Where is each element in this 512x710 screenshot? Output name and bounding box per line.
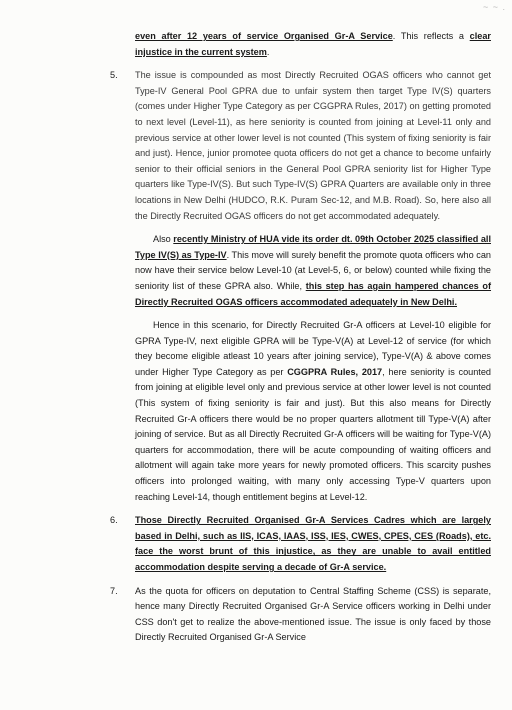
emphasis-text: recently Ministry of HUA vide its order dt. 09th October 2025 classified all Type IV(S) as Type-IV xyxy=(135,234,491,260)
emphasis-text: this step has again hampered chances of Directly Recruited OGAS officers accommodated adequately in New Delhi. xyxy=(135,280,492,307)
emphasis-text: clear injustice in the current system xyxy=(135,31,491,57)
item-text: Those Directly Recruited Organised Gr-A Services Cadres which are largely based in Delhi, such as IIS, ICAS, IAAS, ISS, IES, CWES, CPES, CES (Roads), etc. face the worst brunt of this injustice, as they are unable to avail entitled accommodation despite serving a decade of Gr-A service. xyxy=(135,515,491,572)
document-body xyxy=(110,29,492,646)
item-text: As the quota for officers on deputation to Central Staffing Scheme (CSS) is separate, hence many Directly Recruited Organised Gr-A Service officers working in Delhi under CSS don't get to realize the above-mentioned issue. The issue is only faced by those Directly Recruited Organised Gr-A Service xyxy=(135,585,491,643)
list-item-7 xyxy=(110,584,491,646)
body-text: , here seniority is counted from joining at eligible level only and previous service at other lower level is not counted (This system of fixing seniority is fair and just). But this also means for Directly Recruited Gr-A officers there would be no proper quarters allotment till Type-V(A) after joining of service. But as all Directly Recruited Gr-A officers will be waiting for Type-V(A) quarters for accommodation, there will be acute compounding of waiting officers and allotment will again take more years for newly promoted officers. This scarcity pushes officers into prolonged waiting, with many only accessing Type-V quarters upon reaching Level-14, though entitlement begins at Level-12. xyxy=(135,366,491,502)
body-text: . This move will surely benefit the promote quota officers who can now have their service below Level-10 (at Level-5, 6, or below) counted while fixing the seniority list of these GPRA also. While, xyxy=(135,249,491,291)
paragraph-hence xyxy=(135,318,491,505)
list-item-6 xyxy=(110,513,491,575)
item-number: 6. xyxy=(110,515,118,526)
paragraph-also xyxy=(135,232,491,310)
bold-text: CGGPRA Rules, 2017 xyxy=(287,366,383,377)
paragraph-continuation xyxy=(135,29,491,60)
body-text: . xyxy=(266,46,270,57)
emphasis-text: even after 12 years of service Organised Gr-A Service xyxy=(135,31,393,41)
item-text: The issue is compounded as most Directly Recruited OGAS officers who cannot get Type-IV General Pool GPRA due to unfair system then target Type IV(S) quarters (comes under Higher Type Category as per CGGPRA Rules, 2017) on getting promoted to next level (Level-11), as here seniority is counted from joining at Level-11 only and previous service at other lower level is not counted (This system of fixing seniority is fair and just). Hence, junior promotee quota officers do not get a chance to become unfairly senior to their official seniors in the General Pool GPRA seniority list for Higher Type quarters like Type-IV(S). But such Type-IV(S) GPRA Quarters are available only in three locations in New Delhi (HUDCO, R.K. Puram Sec-12, and M.B. Road). So, here also all the Directly Recruited OGAS officers do not get accommodated adequately. xyxy=(135,70,491,221)
list-item-5 xyxy=(110,68,491,224)
body-text: . This reflects a xyxy=(392,31,470,41)
item-number: 5. xyxy=(110,70,118,81)
corner-scribble: ~ ~ . xyxy=(482,2,506,12)
body-text: Also xyxy=(153,234,174,245)
body-text: Hence in this scenario, for Directly Recruited Gr-A officers at Level-10 eligible for GPRA Type-IV, next eligible GPRA will be Type-V(A) at Level-12 of service (for which they become eligible atleast 10 years after joining service), Type-V(A) & above comes under Higher Type Category as per xyxy=(135,320,491,377)
item-number: 7. xyxy=(110,585,118,596)
